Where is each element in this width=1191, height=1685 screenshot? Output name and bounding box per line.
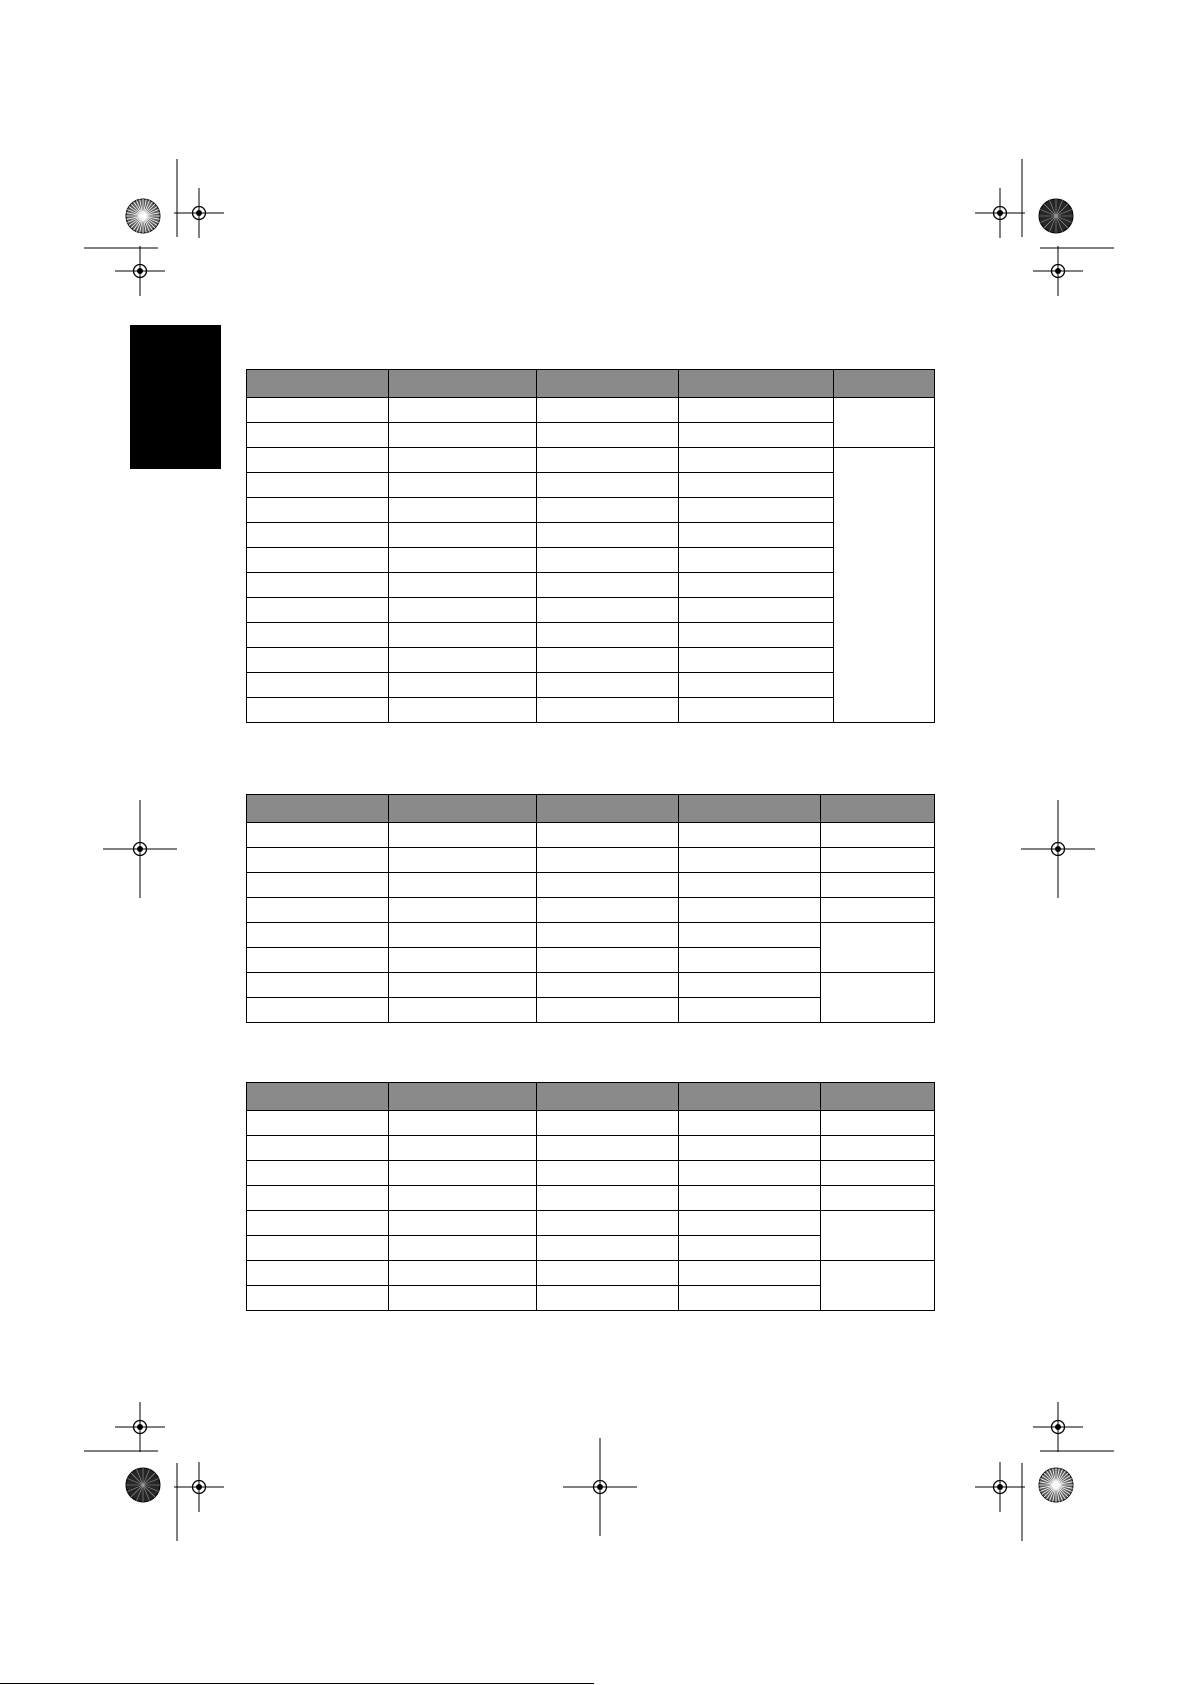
table-cell: [389, 573, 537, 598]
table-cell: [679, 923, 821, 948]
table-cell: [821, 1161, 935, 1186]
table-cell: [537, 573, 679, 598]
table-cell: [247, 648, 389, 673]
table-cell: [537, 1111, 679, 1136]
table-cell: [679, 423, 834, 448]
table-cell: [389, 423, 537, 448]
table-cell: [537, 648, 679, 673]
merged-cell: [821, 1261, 935, 1311]
table-cell: [537, 598, 679, 623]
table-cell: [537, 973, 679, 998]
table-cell: [247, 448, 389, 473]
starburst-target-bottom-left-icon: [126, 1468, 160, 1502]
table-cell: [389, 548, 537, 573]
table-cell: [389, 1111, 537, 1136]
table-cell: [537, 873, 679, 898]
header-cell: [679, 1083, 821, 1111]
table-row: [247, 1161, 935, 1186]
section-thumb-tab: [130, 325, 221, 469]
table-cell: [537, 673, 679, 698]
table-row: [247, 1186, 935, 1211]
table-cell: [679, 973, 821, 998]
table-cell: [679, 1211, 821, 1236]
table-cell: [537, 1161, 679, 1186]
merged-cell: [834, 448, 935, 723]
table-cell: [821, 848, 935, 873]
header-cell: [389, 370, 537, 398]
table-cell: [679, 598, 834, 623]
table-cell: [247, 398, 389, 423]
merged-cell: [834, 398, 935, 448]
table-cell: [537, 848, 679, 873]
table-row: [247, 498, 935, 523]
table-cell: [679, 398, 834, 423]
table-row: [247, 398, 935, 423]
table-cell: [247, 1261, 389, 1286]
table-cell: [247, 973, 389, 998]
page-bottom-rule: [0, 1683, 594, 1684]
table-cell: [537, 448, 679, 473]
table-cell: [389, 1286, 537, 1311]
crosshair-registration-mark-icon: [174, 1462, 224, 1512]
table-cell: [679, 498, 834, 523]
table-cell: [389, 1136, 537, 1161]
table-cell: [821, 823, 935, 848]
table-row: [247, 673, 935, 698]
table-cell: [389, 673, 537, 698]
table-cell: [537, 1261, 679, 1286]
table-cell: [247, 573, 389, 598]
table-cell: [389, 398, 537, 423]
table-cell: [679, 523, 834, 548]
table-row: [247, 1261, 935, 1286]
table-cell: [247, 698, 389, 723]
table-cell: [247, 1211, 389, 1236]
header-cell: [537, 795, 679, 823]
header-cell: [821, 1083, 935, 1111]
table-cell: [247, 1236, 389, 1261]
table-cell: [247, 623, 389, 648]
table-cell: [679, 1236, 821, 1261]
table-cell: [389, 498, 537, 523]
table-cell: [537, 898, 679, 923]
header-cell: [247, 370, 389, 398]
table-cell: [821, 873, 935, 898]
table-cell: [247, 998, 389, 1023]
table-row: [247, 523, 935, 548]
table-cell: [537, 1186, 679, 1211]
table-row: [247, 548, 935, 573]
table-cell: [389, 923, 537, 948]
spec-table-1: [246, 369, 935, 723]
table-cell: [537, 548, 679, 573]
table-cell: [247, 1136, 389, 1161]
table-cell: [389, 623, 537, 648]
table-row: [247, 598, 935, 623]
table-cell: [679, 848, 821, 873]
table-cell: [389, 1236, 537, 1261]
crosshair-registration-mark-icon: [1033, 1402, 1083, 1452]
table-cell: [679, 448, 834, 473]
table-header-row: [247, 795, 935, 823]
table-cell: [389, 898, 537, 923]
table-cell: [821, 1136, 935, 1161]
table-cell: [247, 548, 389, 573]
table-cell: [247, 523, 389, 548]
table-cell: [247, 598, 389, 623]
table-cell: [247, 923, 389, 948]
header-cell: [821, 795, 935, 823]
table-cell: [537, 823, 679, 848]
table-cell: [537, 1236, 679, 1261]
table-header-row: [247, 370, 935, 398]
crosshair-registration-mark-icon: [115, 246, 165, 296]
header-cell: [834, 370, 935, 398]
table-row: [247, 573, 935, 598]
table-cell: [537, 498, 679, 523]
table-row: [247, 873, 935, 898]
table-cell: [389, 1211, 537, 1236]
table-row: [247, 623, 935, 648]
table-cell: [389, 973, 537, 998]
table-cell: [537, 998, 679, 1023]
table-cell: [389, 823, 537, 848]
starburst-target-bottom-right-icon: [1039, 1468, 1073, 1502]
table-cell: [537, 948, 679, 973]
table-cell: [679, 1161, 821, 1186]
crosshair-registration-mark-icon: [174, 188, 224, 238]
table-cell: [247, 898, 389, 923]
merged-cell: [821, 923, 935, 973]
header-cell: [679, 795, 821, 823]
table-row: [247, 473, 935, 498]
crosshair-registration-mark-icon: [1033, 246, 1083, 296]
table-cell: [679, 1111, 821, 1136]
table-row: [247, 648, 935, 673]
table-cell: [389, 848, 537, 873]
table-cell: [679, 898, 821, 923]
table-cell: [389, 998, 537, 1023]
header-cell: [537, 370, 679, 398]
table-row: [247, 423, 935, 448]
table-row: [247, 448, 935, 473]
starburst-target-top-right-icon: [1039, 199, 1073, 233]
table-cell: [537, 623, 679, 648]
table-cell: [247, 423, 389, 448]
merged-cell: [821, 1211, 935, 1261]
table-cell: [247, 473, 389, 498]
table-cell: [679, 673, 834, 698]
table-cell: [679, 1261, 821, 1286]
table-cell: [821, 898, 935, 923]
table-cell: [679, 948, 821, 973]
table-row: [247, 848, 935, 873]
table-cell: [679, 698, 834, 723]
table-cell: [821, 1186, 935, 1211]
header-cell: [537, 1083, 679, 1111]
header-cell: [389, 1083, 537, 1111]
table-row: [247, 923, 935, 948]
header-cell: [389, 795, 537, 823]
spec-table-3: [246, 1082, 935, 1311]
table-cell: [389, 1161, 537, 1186]
table-cell: [247, 1161, 389, 1186]
table-cell: [389, 648, 537, 673]
table-row: [247, 1211, 935, 1236]
table-cell: [247, 1286, 389, 1311]
table-cell: [537, 398, 679, 423]
table-cell: [679, 823, 821, 848]
table-cell: [247, 673, 389, 698]
crosshair-registration-mark-right-icon: [1021, 800, 1095, 898]
table-cell: [537, 1136, 679, 1161]
crosshair-registration-mark-bottom-center-icon: [563, 1438, 637, 1536]
table-cell: [247, 1111, 389, 1136]
table-cell: [389, 698, 537, 723]
table-cell: [389, 598, 537, 623]
table-row: [247, 898, 935, 923]
table-cell: [679, 1136, 821, 1161]
spec-table-2: [246, 794, 935, 1023]
table-header-row: [247, 1083, 935, 1111]
table-cell: [247, 848, 389, 873]
table-cell: [679, 998, 821, 1023]
table-cell: [679, 648, 834, 673]
table-cell: [389, 448, 537, 473]
table-cell: [537, 923, 679, 948]
table-row: [247, 823, 935, 848]
table-cell: [389, 473, 537, 498]
crosshair-registration-mark-icon: [115, 1402, 165, 1452]
table-cell: [679, 873, 821, 898]
table-cell: [679, 548, 834, 573]
table-cell: [679, 623, 834, 648]
table-cell: [679, 1286, 821, 1311]
table-cell: [389, 1186, 537, 1211]
table-cell: [389, 523, 537, 548]
table-row: [247, 1136, 935, 1161]
table-cell: [679, 1186, 821, 1211]
crosshair-registration-mark-icon: [975, 1462, 1025, 1512]
header-cell: [247, 795, 389, 823]
table-cell: [537, 523, 679, 548]
table-cell: [247, 1186, 389, 1211]
table-cell: [389, 1261, 537, 1286]
table-cell: [679, 473, 834, 498]
header-cell: [247, 1083, 389, 1111]
table-row: [247, 973, 935, 998]
starburst-target-top-left-icon: [126, 199, 160, 233]
header-cell: [679, 370, 834, 398]
table-row: [247, 698, 935, 723]
table-cell: [537, 1211, 679, 1236]
table-cell: [679, 573, 834, 598]
table-cell: [537, 698, 679, 723]
table-cell: [537, 423, 679, 448]
table-cell: [389, 873, 537, 898]
crosshair-registration-mark-left-icon: [103, 800, 177, 898]
table-cell: [247, 823, 389, 848]
table-cell: [821, 1111, 935, 1136]
table-cell: [537, 1286, 679, 1311]
table-cell: [247, 948, 389, 973]
table-cell: [389, 948, 537, 973]
table-row: [247, 1111, 935, 1136]
crosshair-registration-mark-icon: [975, 188, 1025, 238]
table-cell: [537, 473, 679, 498]
table-cell: [247, 873, 389, 898]
table-cell: [247, 498, 389, 523]
merged-cell: [821, 973, 935, 1023]
